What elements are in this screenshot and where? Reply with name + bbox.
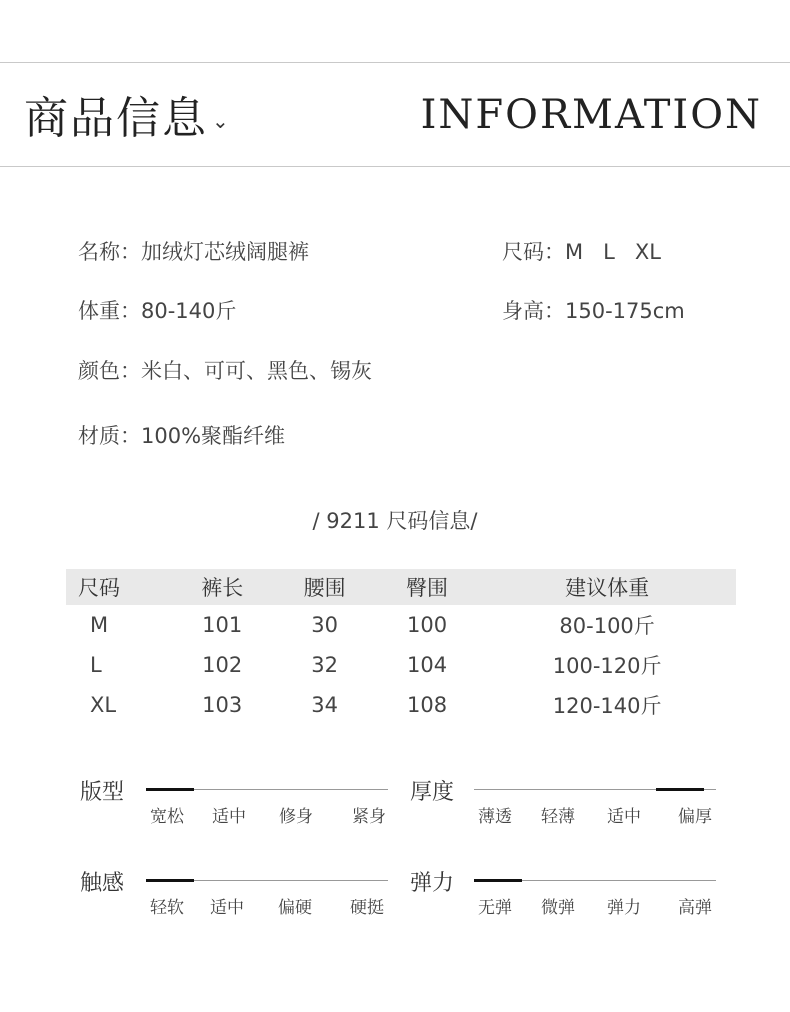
col-header: 尺码 (66, 569, 171, 605)
table-cell: 30 (311, 613, 338, 637)
info-weight: 体重：80-140斤 (78, 299, 237, 323)
page-title-en: INFORMATION (420, 92, 762, 138)
scale-option: 微弹 (541, 898, 575, 918)
page-title: 商品信息 ⌄ (24, 93, 231, 144)
table-cell: 104 (406, 653, 448, 677)
scale-option: 修身 (279, 807, 313, 827)
table-cell: 102 (202, 653, 243, 677)
table-row (66, 645, 736, 685)
scale-label: 弹力 (410, 871, 455, 896)
scale-indicator (146, 879, 194, 882)
scale-option: 适中 (607, 807, 641, 827)
scale-option: 适中 (210, 898, 244, 918)
col-header: 建议体重 (478, 569, 736, 605)
scale-option: 偏硬 (278, 898, 312, 918)
scale-indicator (146, 788, 194, 791)
table-row (66, 685, 736, 725)
info-color: 颜色：米白、可可、黑色、锡灰 (78, 359, 372, 383)
info-material: 材质：100%聚酯纤维 (78, 424, 286, 448)
scale-label: 触感 (80, 871, 125, 896)
scale-label: 版型 (80, 780, 125, 805)
scale-option: 轻软 (150, 898, 184, 918)
table-cell: 103 (202, 693, 243, 717)
table-cell: M (90, 613, 109, 637)
table-cell: 108 (406, 693, 448, 717)
size-table-header (66, 569, 736, 605)
col-header: 臀围 (376, 569, 478, 605)
col-header: 腰围 (273, 569, 375, 605)
scale-option: 轻薄 (541, 807, 575, 827)
table-cell: L (90, 653, 102, 677)
table-cell: 101 (202, 613, 243, 637)
scale-label: 厚度 (410, 780, 455, 805)
scale-option: 适中 (212, 807, 246, 827)
chevron-down-icon: ⌄ (212, 109, 231, 133)
table-cell: 80-100斤 (559, 614, 655, 638)
scale-indicator (656, 788, 704, 791)
scale-option: 弹力 (607, 898, 641, 918)
table-cell: 120-140斤 (552, 694, 662, 718)
table-cell: XL (90, 693, 117, 717)
size-table (66, 569, 736, 725)
scale-option: 偏厚 (678, 807, 712, 827)
header-divider (0, 166, 790, 167)
scale-option: 薄透 (478, 807, 512, 827)
scale-indicator (474, 879, 522, 882)
size-section-title: / 9211 尺码信息/ (312, 509, 478, 533)
scale-option: 宽松 (150, 807, 184, 827)
scale-option: 硬挺 (350, 898, 384, 918)
col-header: 裤长 (171, 569, 273, 605)
table-cell: 100 (406, 613, 448, 637)
scale-option: 无弹 (478, 898, 512, 918)
table-row (66, 605, 736, 645)
table-cell: 34 (311, 693, 338, 717)
table-cell: 100-120斤 (552, 654, 662, 678)
scale-option: 高弹 (678, 898, 712, 918)
info-name: 名称：加绒灯芯绒阔腿裤 (78, 240, 309, 264)
scale-option: 紧身 (352, 807, 386, 827)
info-size: 尺码：M L XL (502, 240, 661, 264)
table-cell: 32 (311, 653, 338, 677)
top-divider (0, 62, 790, 63)
info-height: 身高：150-175cm (502, 299, 685, 323)
